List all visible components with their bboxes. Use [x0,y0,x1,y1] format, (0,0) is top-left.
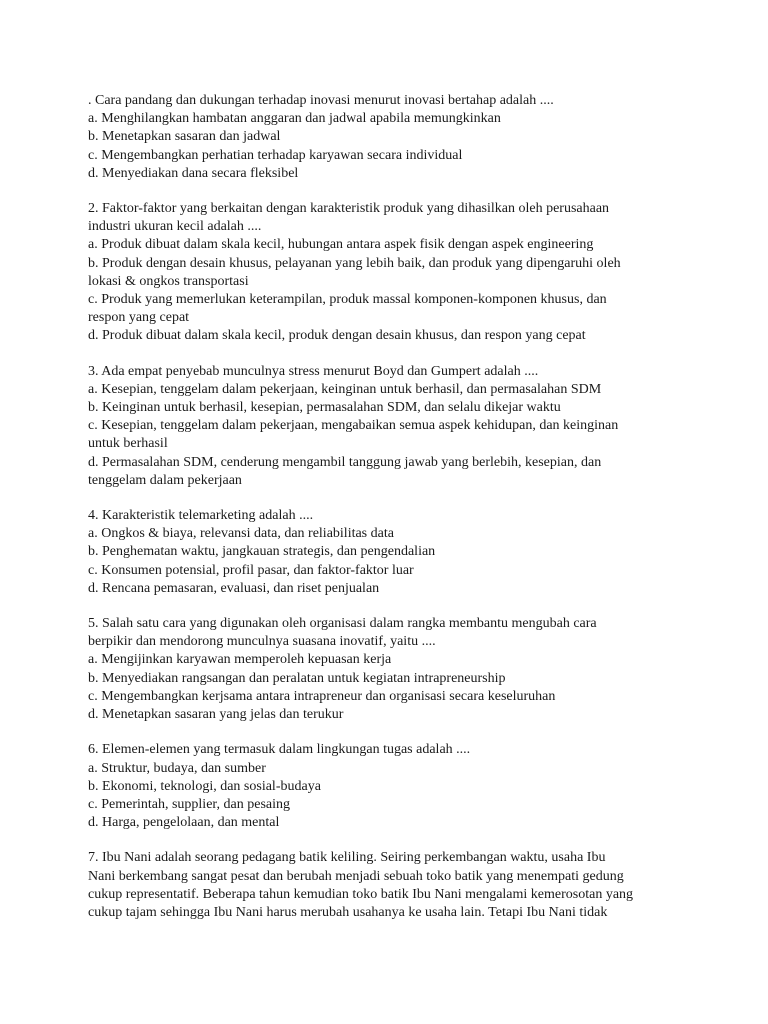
question-text: 5. Salah satu cara yang digunakan oleh organisasi dalam rangka membantu mengubah cara [88,616,597,632]
option-d-cont: tenggelam dalam pekerjaan [88,472,242,488]
question-text: 7. Ibu Nani adalah seorang pedagang batik keliling. Seiring perkembangan waktu, usaha Ibu [88,850,606,866]
option-c: c. Mengembangkan kerjsama antara intrapreneur dan organisasi secara keseluruhan [88,688,556,704]
option-c: c. Produk yang memerlukan keterampilan, produk massal komponen-komponen khusus, dan [88,292,607,308]
option-c: c. Kesepian, tenggelam dalam pekerjaan, mengabaikan semua aspek kehidupan, dan keinginan [88,418,619,434]
document-page [88,92,688,939]
question-text-cont: cukup tajam sehingga Ibu Nani harus merubah usahanya ke usaha lain. Tetapi Ibu Nani tidak [88,904,608,920]
option-b: b. Penghematan waktu, jangkauan strategis, dan pengendalian [88,544,436,560]
question-2 [88,200,688,346]
question-text: 3. Ada empat penyebab munculnya stress menurut Boyd dan Gumpert adalah .... [88,363,539,379]
option-c-cont: untuk berhasil [88,436,168,452]
question-text-cont: cukup representatif. Beberapa tahun kemudian toko batik Ibu Nani mengalami kemerosotan yang [88,886,634,902]
option-a: a. Produk dibuat dalam skala kecil, hubungan antara aspek fisik dengan aspek engineering [88,237,594,253]
question-text: 6. Elemen-elemen yang termasuk dalam lingkungan tugas adalah .... [88,742,471,758]
option-d: d. Menetapkan sasaran yang jelas dan terukur [88,707,344,723]
option-c: c. Mengembangkan perhatian terhadap karyawan secara individual [88,147,463,163]
option-d: d. Rencana pemasaran, evaluasi, dan riset penjualan [88,580,380,596]
option-a: a. Ongkos & biaya, relevansi data, dan reliabilitas data [88,526,394,542]
question-6 [88,741,688,832]
option-a: a. Struktur, budaya, dan sumber [88,760,266,776]
question-text: 4. Karakteristik telemarketing adalah .... [88,508,314,524]
option-b-cont: lokasi & ongkos transportasi [88,273,249,289]
question-3 [88,363,688,490]
question-text: 2. Faktor-faktor yang berkaitan dengan karakteristik produk yang dihasilkan oleh perusahaan [88,201,610,217]
option-c: c. Konsumen potensial, profil pasar, dan faktor-faktor luar [88,562,414,578]
option-d: d. Permasalahan SDM, cenderung mengambil tanggung jawab yang berlebih, kesepian, dan [88,454,602,470]
option-c: c. Pemerintah, supplier, dan pesaing [88,796,290,812]
option-b: b. Produk dengan desain khusus, pelayanan yang lebih baik, dan produk yang dipengaruhi oleh [88,255,621,271]
question-text-cont: berpikir dan mendorong munculnya suasana inovatif, yaitu .... [88,634,436,650]
question-4 [88,507,688,598]
option-b: b. Menetapkan sasaran dan jadwal [88,129,281,145]
option-c-cont: respon yang cepat [88,310,190,326]
option-a: a. Kesepian, tenggelam dalam pekerjaan, keinginan untuk berhasil, dan permasalahan SDM [88,381,602,397]
option-a: a. Menghilangkan hambatan anggaran dan jadwal apabila memungkinkan [88,111,501,127]
question-text: . Cara pandang dan dukungan terhadap inovasi menurut inovasi bertahap adalah .... [88,93,554,108]
option-a: a. Mengijinkan karyawan memperoleh kepuasan kerja [88,652,392,668]
question-1 [88,92,688,183]
option-d: d. Menyediakan dana secara fleksibel [88,165,299,181]
question-5 [88,615,688,724]
option-b: b. Keinginan untuk berhasil, kesepian, permasalahan SDM, dan selalu dikejar waktu [88,400,561,416]
question-7 [88,849,688,922]
option-d: d. Harga, pengelolaan, dan mental [88,815,280,831]
question-text-cont: industri ukuran kecil adalah .... [88,219,262,235]
option-b: b. Ekonomi, teknologi, dan sosial-budaya [88,778,321,794]
question-text-cont: Nani berkembang sangat pesat dan berubah menjadi sebuah toko batik yang menempati gedung [88,868,624,884]
option-d: d. Produk dibuat dalam skala kecil, produk dengan desain khusus, dan respon yang cepat [88,328,586,344]
option-b: b. Menyediakan rangsangan dan peralatan untuk kegiatan intrapreneurship [88,670,506,686]
